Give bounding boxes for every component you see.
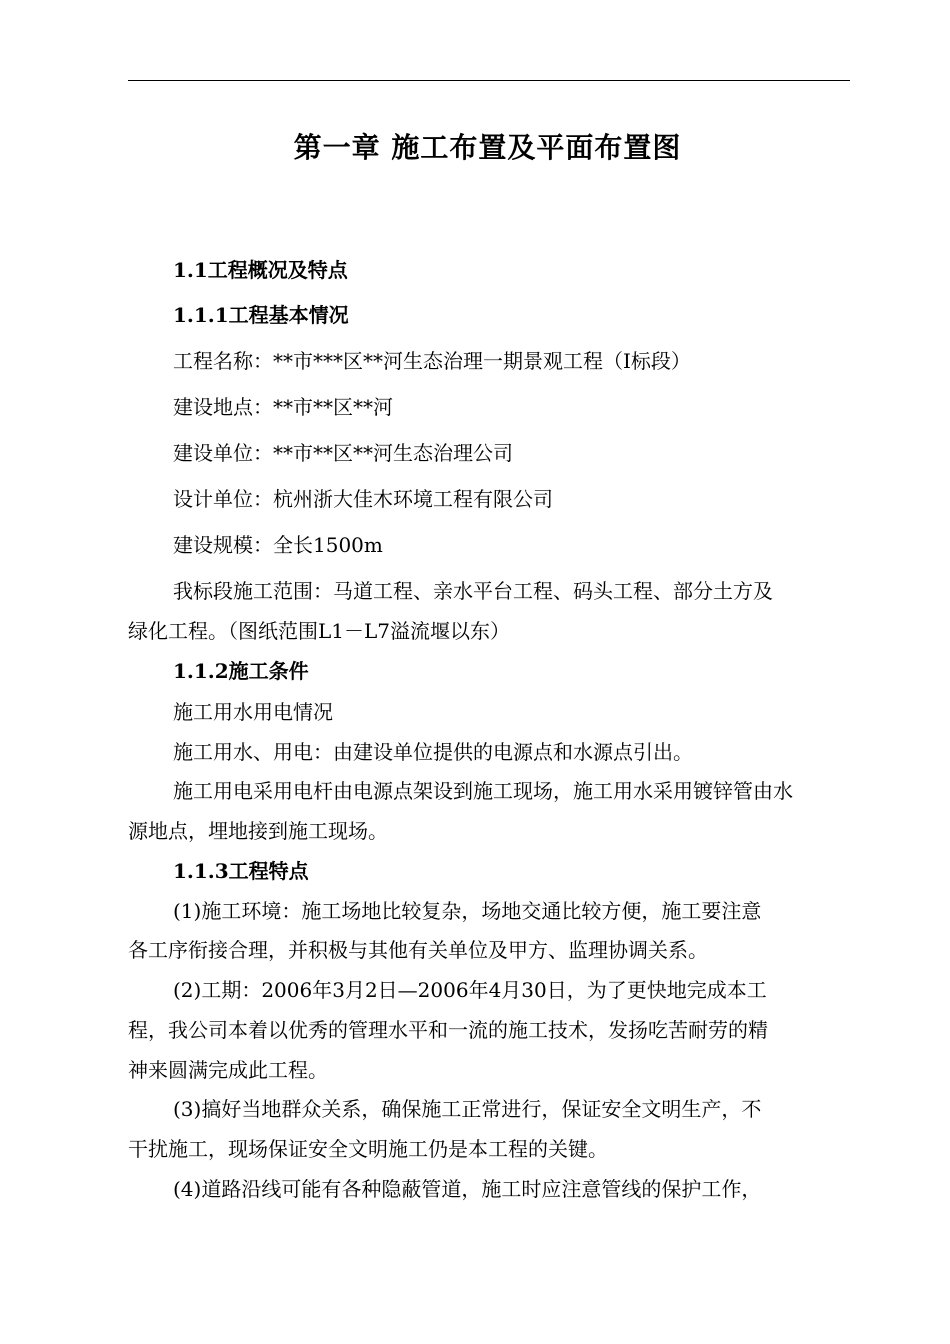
utilities-detail-line-2: 源地点，埋地接到施工现场。	[128, 819, 388, 843]
site-line: 建设地点：**市**区**河	[173, 395, 393, 419]
feature-3-line-2: 干扰施工，现场保证安全文明施工仍是本工程的关键。	[128, 1137, 608, 1161]
scope-line-2: 绿化工程。（图纸范围L1－L7溢流堰以东）	[128, 619, 511, 643]
feature-2-line-2: 程，我公司本着以优秀的管理水平和一流的施工技术，发扬吃苦耐劳的精	[128, 1018, 768, 1042]
feature-2-line-3: 神来圆满完成此工程。	[128, 1058, 328, 1082]
feature-2-line-1: (2)工期：2006年3月2日—2006年4月30日，为了更快地完成本工	[173, 978, 767, 1002]
header-rule	[128, 80, 850, 81]
feature-1-line-1: (1)施工环境：施工场地比较复杂，场地交通比较方便，施工要注意	[173, 899, 762, 923]
feature-4-line-1: (4)道路沿线可能有各种隐蔽管道，施工时应注意管线的保护工作，	[173, 1177, 762, 1201]
section-heading-1-1: 1.1工程概况及特点	[173, 258, 348, 282]
utilities-heading: 施工用水用电情况	[173, 700, 333, 724]
chapter-title: 第一章 施工布置及平面布置图	[293, 131, 682, 164]
utilities-detail-line-1: 施工用电采用电杆由电源点架设到施工现场，施工用水采用镀锌管由水	[173, 779, 793, 803]
section-heading-1-1-2: 1.1.2施工条件	[173, 659, 309, 683]
feature-3-line-1: (3)搞好当地群众关系，确保施工正常进行，保证安全文明生产，不	[173, 1097, 762, 1121]
section-heading-1-1-3: 1.1.3工程特点	[173, 859, 309, 883]
feature-1-line-2: 各工序衔接合理，并积极与其他有关单位及甲方、监理协调关系。	[128, 938, 708, 962]
designer-line: 设计单位：杭州浙大佳木环境工程有限公司	[173, 487, 553, 511]
section-heading-1-1-1: 1.1.1工程基本情况	[173, 303, 349, 327]
utilities-source-line: 施工用水、用电：由建设单位提供的电源点和水源点引出。	[173, 740, 693, 764]
project-name-line: 工程名称：**市***区**河生态治理一期景观工程（Ⅰ标段）	[173, 349, 691, 373]
scale-line: 建设规模：全长1500m	[173, 533, 383, 557]
owner-line: 建设单位：**市**区**河生态治理公司	[173, 441, 513, 465]
scope-line-1: 我标段施工范围：马道工程、亲水平台工程、码头工程、部分土方及	[173, 579, 773, 603]
